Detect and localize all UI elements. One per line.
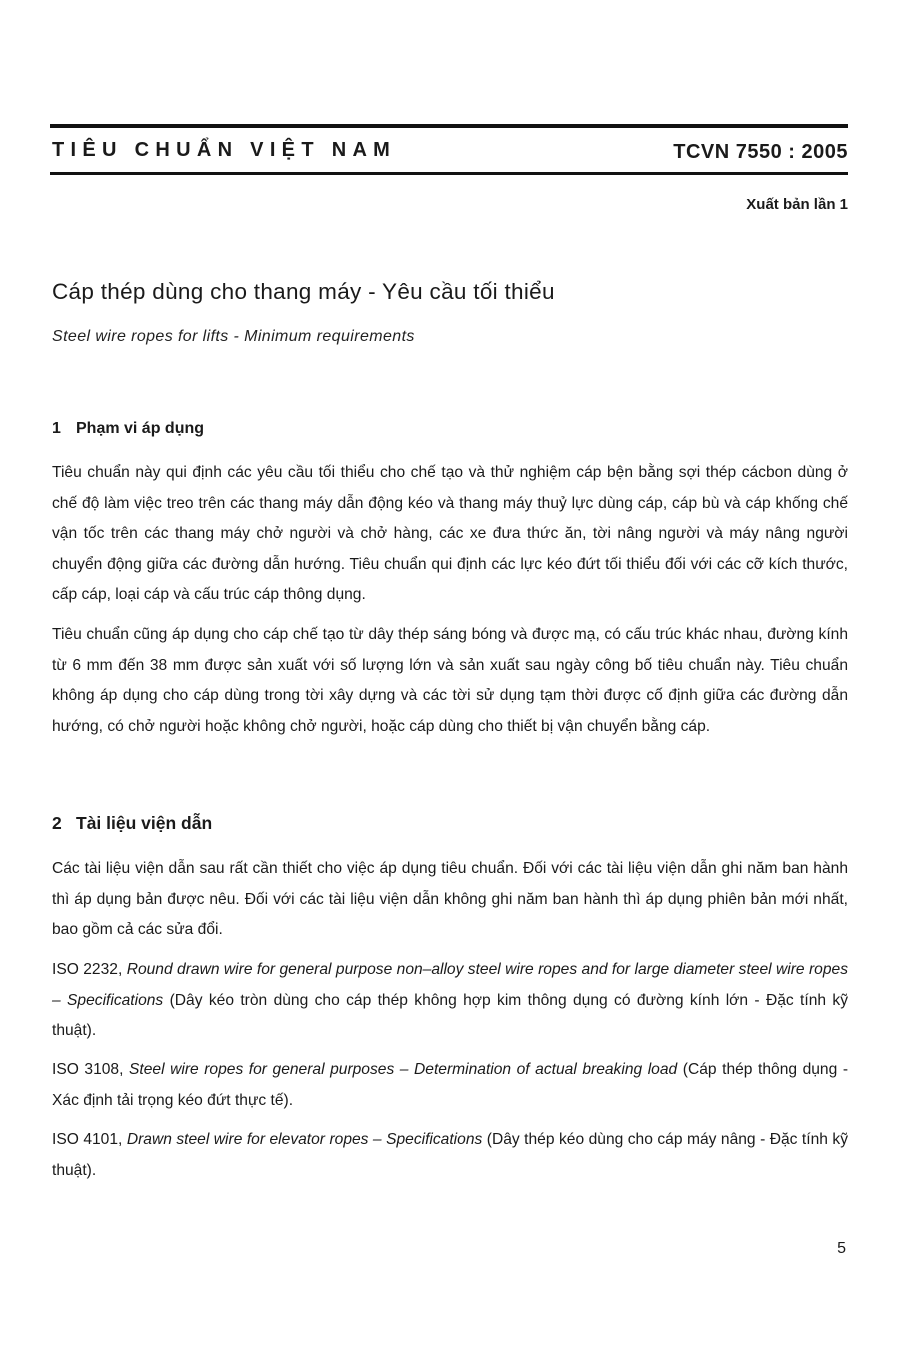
reference-note: (Cáp thép thông dụng - Xác định tải trọng kéo đứt thực tế).: [52, 1061, 849, 1109]
section-1-paragraph-2: Tiêu chuẩn cũng áp dụng cho cáp chế tạo từ dây thép sáng bóng và được mạ, có cấu trúc khác nhau, đường kính từ 6 mm đến 38 mm được sản xuất với số lượng lớn và sản xuất sau ngày công bố tiêu chuẩn này. Tiêu chuẩn không áp dụng cho cáp dùng trong tời xây dựng và các tời sử dụng tạm thời được cố định giữa các đường dẫn hướng, có chở người hoặc không chở người, hoặc cáp dùng cho thiết bị vận chuyển bằng cáp.: [52, 626, 848, 735]
standard-series-title: TIÊU CHUẨN VIỆT NAM: [52, 139, 397, 161]
reference-note: (Dây kéo tròn dùng cho cáp thép không hợp kim thông dụng có đường kính lớn - Đặc tính kỹ thuật).: [52, 991, 848, 1039]
reference-iso-2232: [52, 955, 848, 1047]
reference-code: ISO 4101,: [52, 1131, 123, 1148]
header-top-rule: [50, 124, 848, 128]
reference-title: Round drawn wire for general purpose non–alloy steel wire ropes and for large diameter steel wire ropes – Specifications: [52, 961, 848, 1009]
section-1-heading: [52, 420, 204, 438]
section-2-intro: Các tài liệu viện dẫn sau rất cần thiết cho việc áp dụng tiêu chuẩn. Đối với các tài liệu viện dẫn ghi năm ban hành thì áp dụng bản được nêu. Đối với các tài liệu viện dẫn không ghi năm ban hành thì áp dụng phiên bản mới nhất, bao gồm cả các sửa đổi.: [52, 860, 848, 938]
document-title-english: Steel wire ropes for lifts - Minimum requirements: [52, 328, 415, 345]
page-number: 5: [837, 1240, 846, 1257]
standard-code: TCVN 7550 : 2005: [673, 141, 848, 163]
edition-label: Xuất bản lần 1: [746, 196, 848, 213]
reference-code: ISO 3108,: [52, 1061, 124, 1078]
section-1-number: 1: [52, 420, 61, 437]
reference-iso-3108: [52, 1055, 848, 1116]
reference-iso-4101: [52, 1125, 848, 1186]
section-1-paragraph-1: Tiêu chuẩn này qui định các yêu cầu tối thiểu cho chế tạo và thử nghiệm cáp bện bằng sợi thép cácbon dùng ở chế độ làm việc treo trên các thang máy dẫn động kéo và thang máy thuỷ lực dùng cáp, cáp bù và cáp khống chế vận tốc trên các thang máy chở người và chở hàng, các xe đưa thức ăn, tời nâng người và máy nâng người chuyển động giữa các đường dẫn hướng. Tiêu chuẩn qui định các lực kéo đứt tối thiểu đối với các cỡ kích thước, cấp cáp, loại cáp và cấu trúc cáp thông dụng.: [52, 464, 848, 603]
reference-code: ISO 2232,: [52, 961, 123, 978]
section-1-title: Phạm vi áp dụng: [76, 420, 205, 437]
reference-title: Drawn steel wire for elevator ropes – Specifications: [126, 1131, 483, 1148]
header-bottom-rule: [50, 172, 848, 175]
section-2-number: 2: [52, 813, 62, 833]
document-title-vietnamese: Cáp thép dùng cho thang máy - Yêu cầu tối thiểu: [52, 279, 555, 304]
reference-title: Steel wire ropes for general purposes – Determination of actual breaking load: [129, 1061, 678, 1078]
section-2-heading: [52, 813, 212, 834]
section-2-title: Tài liệu viện dẫn: [76, 813, 213, 833]
reference-note: (Dây thép kéo dùng cho cáp máy nâng - Đặc tính kỹ thuật).: [52, 1131, 849, 1179]
